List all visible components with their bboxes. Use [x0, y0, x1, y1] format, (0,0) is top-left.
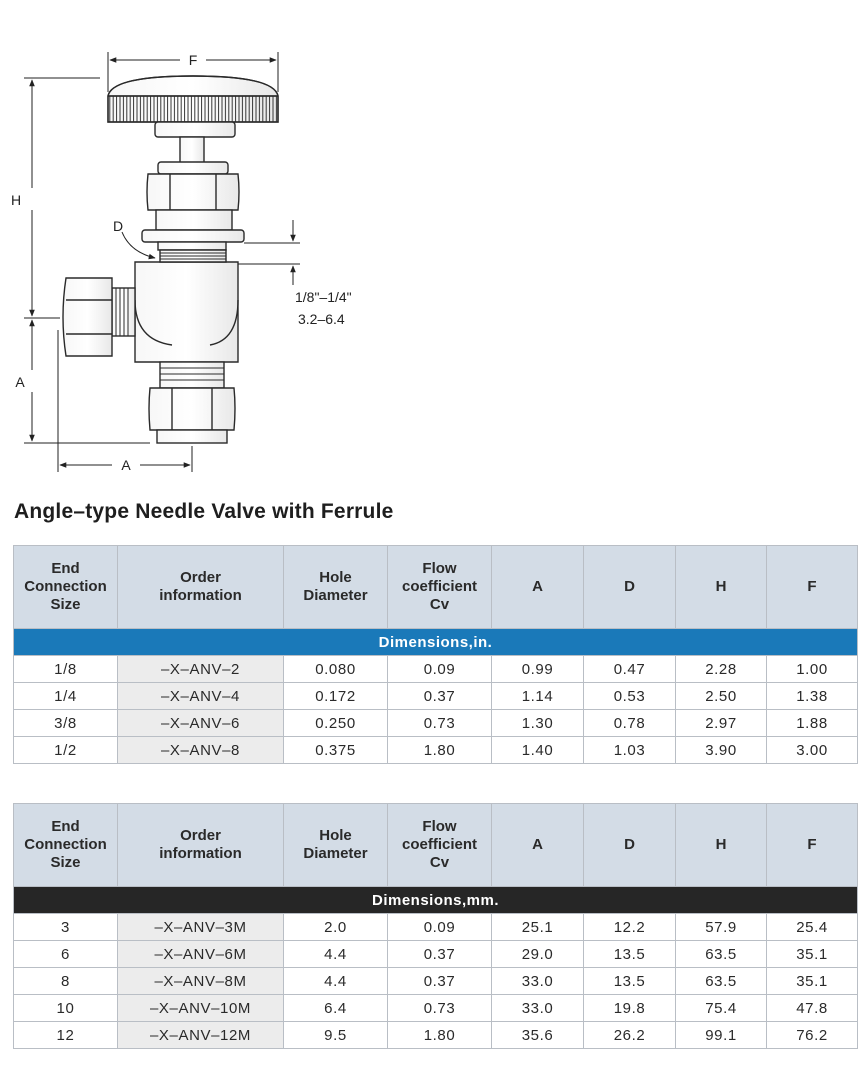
table-cell: 2.28: [676, 656, 767, 683]
table-cell: 3/8: [14, 710, 118, 737]
table-cell: 33.0: [492, 995, 584, 1022]
col-end-connection-size: End Connection Size: [14, 546, 118, 629]
header-row: [14, 546, 858, 629]
dimensions-mm-table: [13, 803, 858, 1049]
table-cell: 75.4: [676, 995, 767, 1022]
table-cell: –X–ANV–8: [118, 737, 284, 764]
table-cell: 4.4: [284, 941, 388, 968]
table-cell: 0.78: [584, 710, 676, 737]
col-f: F: [767, 546, 858, 629]
table-cell: 35.6: [492, 1022, 584, 1049]
valve-drawing: [0, 0, 460, 490]
table-cell: 0.09: [388, 656, 492, 683]
table-cell: 2.97: [676, 710, 767, 737]
band-row: [14, 629, 858, 656]
dim-a-vertical-label: A: [15, 374, 25, 390]
table-cell: 63.5: [676, 941, 767, 968]
header-row: [14, 804, 858, 887]
side-nut: [63, 278, 112, 356]
table-row: [14, 737, 858, 764]
table-row: [14, 941, 858, 968]
table-cell: –X–ANV–8M: [118, 968, 284, 995]
table-cell: 35.1: [767, 941, 858, 968]
table-cell: 0.172: [284, 683, 388, 710]
table-cell: 33.0: [492, 968, 584, 995]
table-cell: 57.9: [676, 914, 767, 941]
table-row: [14, 914, 858, 941]
packing-nut: [147, 174, 239, 210]
table-cell: 76.2: [767, 1022, 858, 1049]
table-cell: 10: [14, 995, 118, 1022]
table-cell: 4.4: [284, 968, 388, 995]
table-row: [14, 968, 858, 995]
col-end-connection-size: End Connection Size: [14, 804, 118, 887]
table-cell: 1.88: [767, 710, 858, 737]
units-band-label: Dimensions,mm.: [14, 887, 858, 914]
table-row: [14, 656, 858, 683]
table-cell: 0.09: [388, 914, 492, 941]
valve-body: [135, 262, 238, 362]
table-cell: 35.1: [767, 968, 858, 995]
table-cell: 0.250: [284, 710, 388, 737]
table-cell: –X–ANV–4: [118, 683, 284, 710]
table-cell: 1/2: [14, 737, 118, 764]
table-cell: 0.080: [284, 656, 388, 683]
table-cell: 9.5: [284, 1022, 388, 1049]
table-row: [14, 710, 858, 737]
table-cell: 1.14: [492, 683, 584, 710]
col-order-information: Order information: [118, 546, 284, 629]
thickness-in-label: 1/8"–1/4": [295, 289, 352, 305]
table-cell: 99.1: [676, 1022, 767, 1049]
table-cell: 25.1: [492, 914, 584, 941]
table-cell: 19.8: [584, 995, 676, 1022]
dim-f-label: F: [188, 52, 198, 68]
bottom-nut: [149, 388, 235, 430]
table-cell: 0.37: [388, 683, 492, 710]
col-h: H: [676, 546, 767, 629]
col-hole-diameter: Hole Diameter: [284, 804, 388, 887]
table-cell: 25.4: [767, 914, 858, 941]
table-cell: 0.37: [388, 941, 492, 968]
col-h: H: [676, 804, 767, 887]
table-cell: 29.0: [492, 941, 584, 968]
table-cell: 3: [14, 914, 118, 941]
table-cell: 1/8: [14, 656, 118, 683]
dimensions-inch-table: [13, 545, 858, 764]
dim-h-label: H: [10, 192, 22, 208]
col-flow-coefficient: Flow coefficient Cv: [388, 804, 492, 887]
table-cell: 2.0: [284, 914, 388, 941]
table-cell: –X–ANV–3M: [118, 914, 284, 941]
col-f: F: [767, 804, 858, 887]
table-cell: 0.53: [584, 683, 676, 710]
table-cell: 12: [14, 1022, 118, 1049]
valve-outline: [63, 76, 278, 443]
col-d: D: [584, 546, 676, 629]
table-cell: 1.80: [388, 737, 492, 764]
table-cell: 8: [14, 968, 118, 995]
table-cell: 47.8: [767, 995, 858, 1022]
table-cell: 1.80: [388, 1022, 492, 1049]
product-title: Angle–type Needle Valve with Ferrule: [14, 500, 394, 523]
table-cell: 1/4: [14, 683, 118, 710]
col-order-information: Order information: [118, 804, 284, 887]
table-cell: 2.50: [676, 683, 767, 710]
table-row: [14, 995, 858, 1022]
table-cell: 12.2: [584, 914, 676, 941]
table-cell: –X–ANV–6: [118, 710, 284, 737]
table-cell: 13.5: [584, 941, 676, 968]
col-a: A: [492, 804, 584, 887]
thickness-mm-label: 3.2–6.4: [298, 311, 345, 327]
table-cell: 3.90: [676, 737, 767, 764]
table-row: [14, 683, 858, 710]
table-cell: 0.99: [492, 656, 584, 683]
table-cell: 63.5: [676, 968, 767, 995]
table-cell: 1.03: [584, 737, 676, 764]
table-cell: 26.2: [584, 1022, 676, 1049]
table-cell: –X–ANV–10M: [118, 995, 284, 1022]
table-cell: 0.375: [284, 737, 388, 764]
table-cell: 13.5: [584, 968, 676, 995]
table-cell: –X–ANV–2: [118, 656, 284, 683]
table-cell: 0.47: [584, 656, 676, 683]
table-cell: 1.30: [492, 710, 584, 737]
table-cell: 0.37: [388, 968, 492, 995]
col-a: A: [492, 546, 584, 629]
col-hole-diameter: Hole Diameter: [284, 546, 388, 629]
table-cell: 3.00: [767, 737, 858, 764]
band-row: [14, 887, 858, 914]
col-d: D: [584, 804, 676, 887]
table-cell: 1.40: [492, 737, 584, 764]
table-cell: 1.00: [767, 656, 858, 683]
table-cell: –X–ANV–12M: [118, 1022, 284, 1049]
table-row: [14, 1022, 858, 1049]
table-cell: 0.73: [388, 710, 492, 737]
table-cell: 0.73: [388, 995, 492, 1022]
col-flow-coefficient: Flow coefficient Cv: [388, 546, 492, 629]
units-band-label: Dimensions,in.: [14, 629, 858, 656]
table-cell: 6.4: [284, 995, 388, 1022]
dim-a-horizontal-label: A: [121, 457, 131, 473]
table-cell: 6: [14, 941, 118, 968]
dim-d-label: D: [112, 218, 124, 234]
table-cell: –X–ANV–6M: [118, 941, 284, 968]
table-cell: 1.38: [767, 683, 858, 710]
